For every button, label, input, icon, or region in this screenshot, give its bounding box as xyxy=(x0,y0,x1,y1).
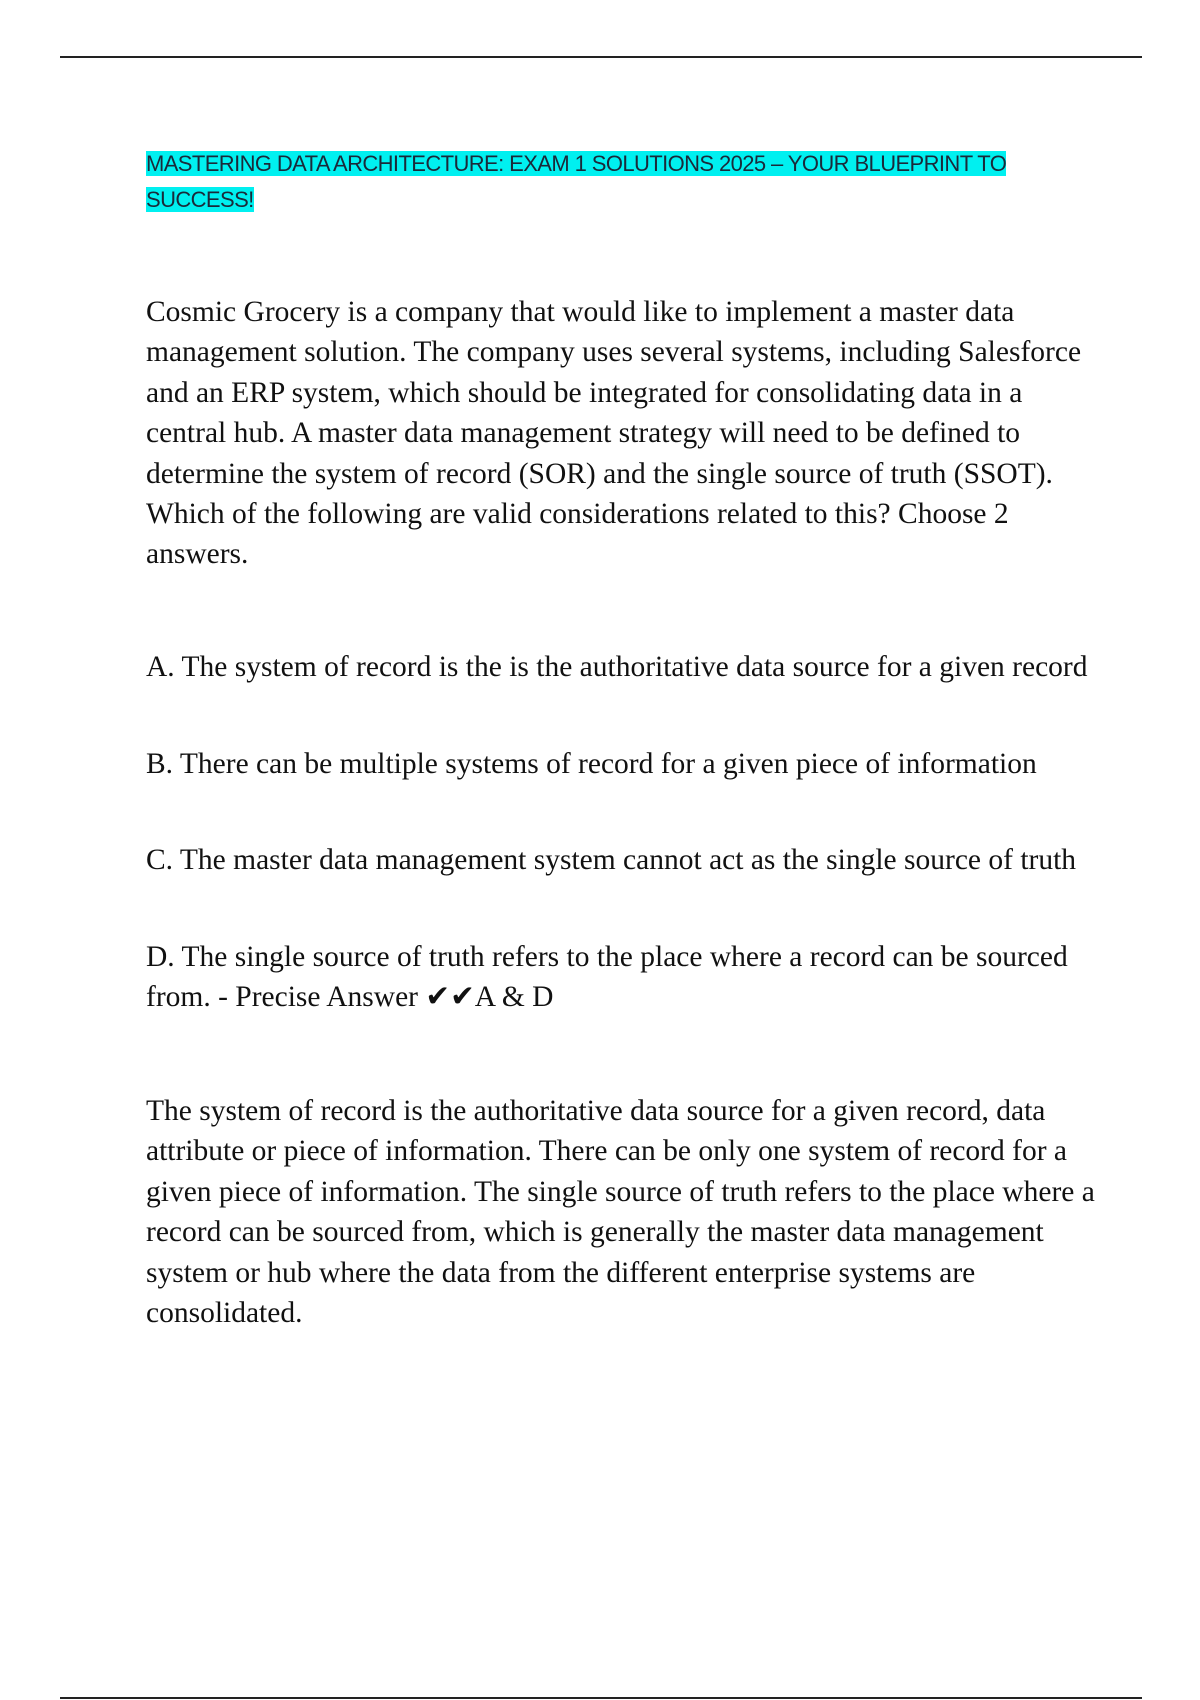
option-a: A. The system of record is the is the authoritative data source for a given record xyxy=(146,651,1088,683)
bottom-rule xyxy=(60,1697,1142,1699)
question-text: Cosmic Grocery is a company that would like to implement a master data management solution. The company uses several systems, including Salesforce and an ERP system, which should be integrated for consolidating data in a central hub. A master data management strategy will need to be defined to determine the system of record (SOR) and the single source of truth (SSOT). Which of the following are valid considerations related to this? Choose 2 answers. xyxy=(146,296,1082,571)
top-rule xyxy=(60,56,1142,58)
option-d-with-answer: D. The single source of truth refers to the place where a record can be sourced from. - Precise Answer ✔✔A & D xyxy=(146,941,1068,1014)
document-title xyxy=(146,146,1106,218)
explanation-text: The system of record is the authoritative data source for a given record, data attribute or piece of information. There can be only one system of record for a given piece of information. The single source of truth refers to the place where a record can be sourced from, which is generally the master data management system or hub where the data from the different enterprise systems are consolidated. xyxy=(146,1095,1095,1330)
option-b: B. There can be multiple systems of record for a given piece of information xyxy=(146,748,1037,780)
title-highlight: MASTERING DATA ARCHITECTURE: EXAM 1 SOLUTIONS 2025 – YOUR BLUEPRINT TO SUCCESS! xyxy=(146,151,1007,212)
option-c: C. The master data management system cannot act as the single source of truth xyxy=(146,844,1077,876)
